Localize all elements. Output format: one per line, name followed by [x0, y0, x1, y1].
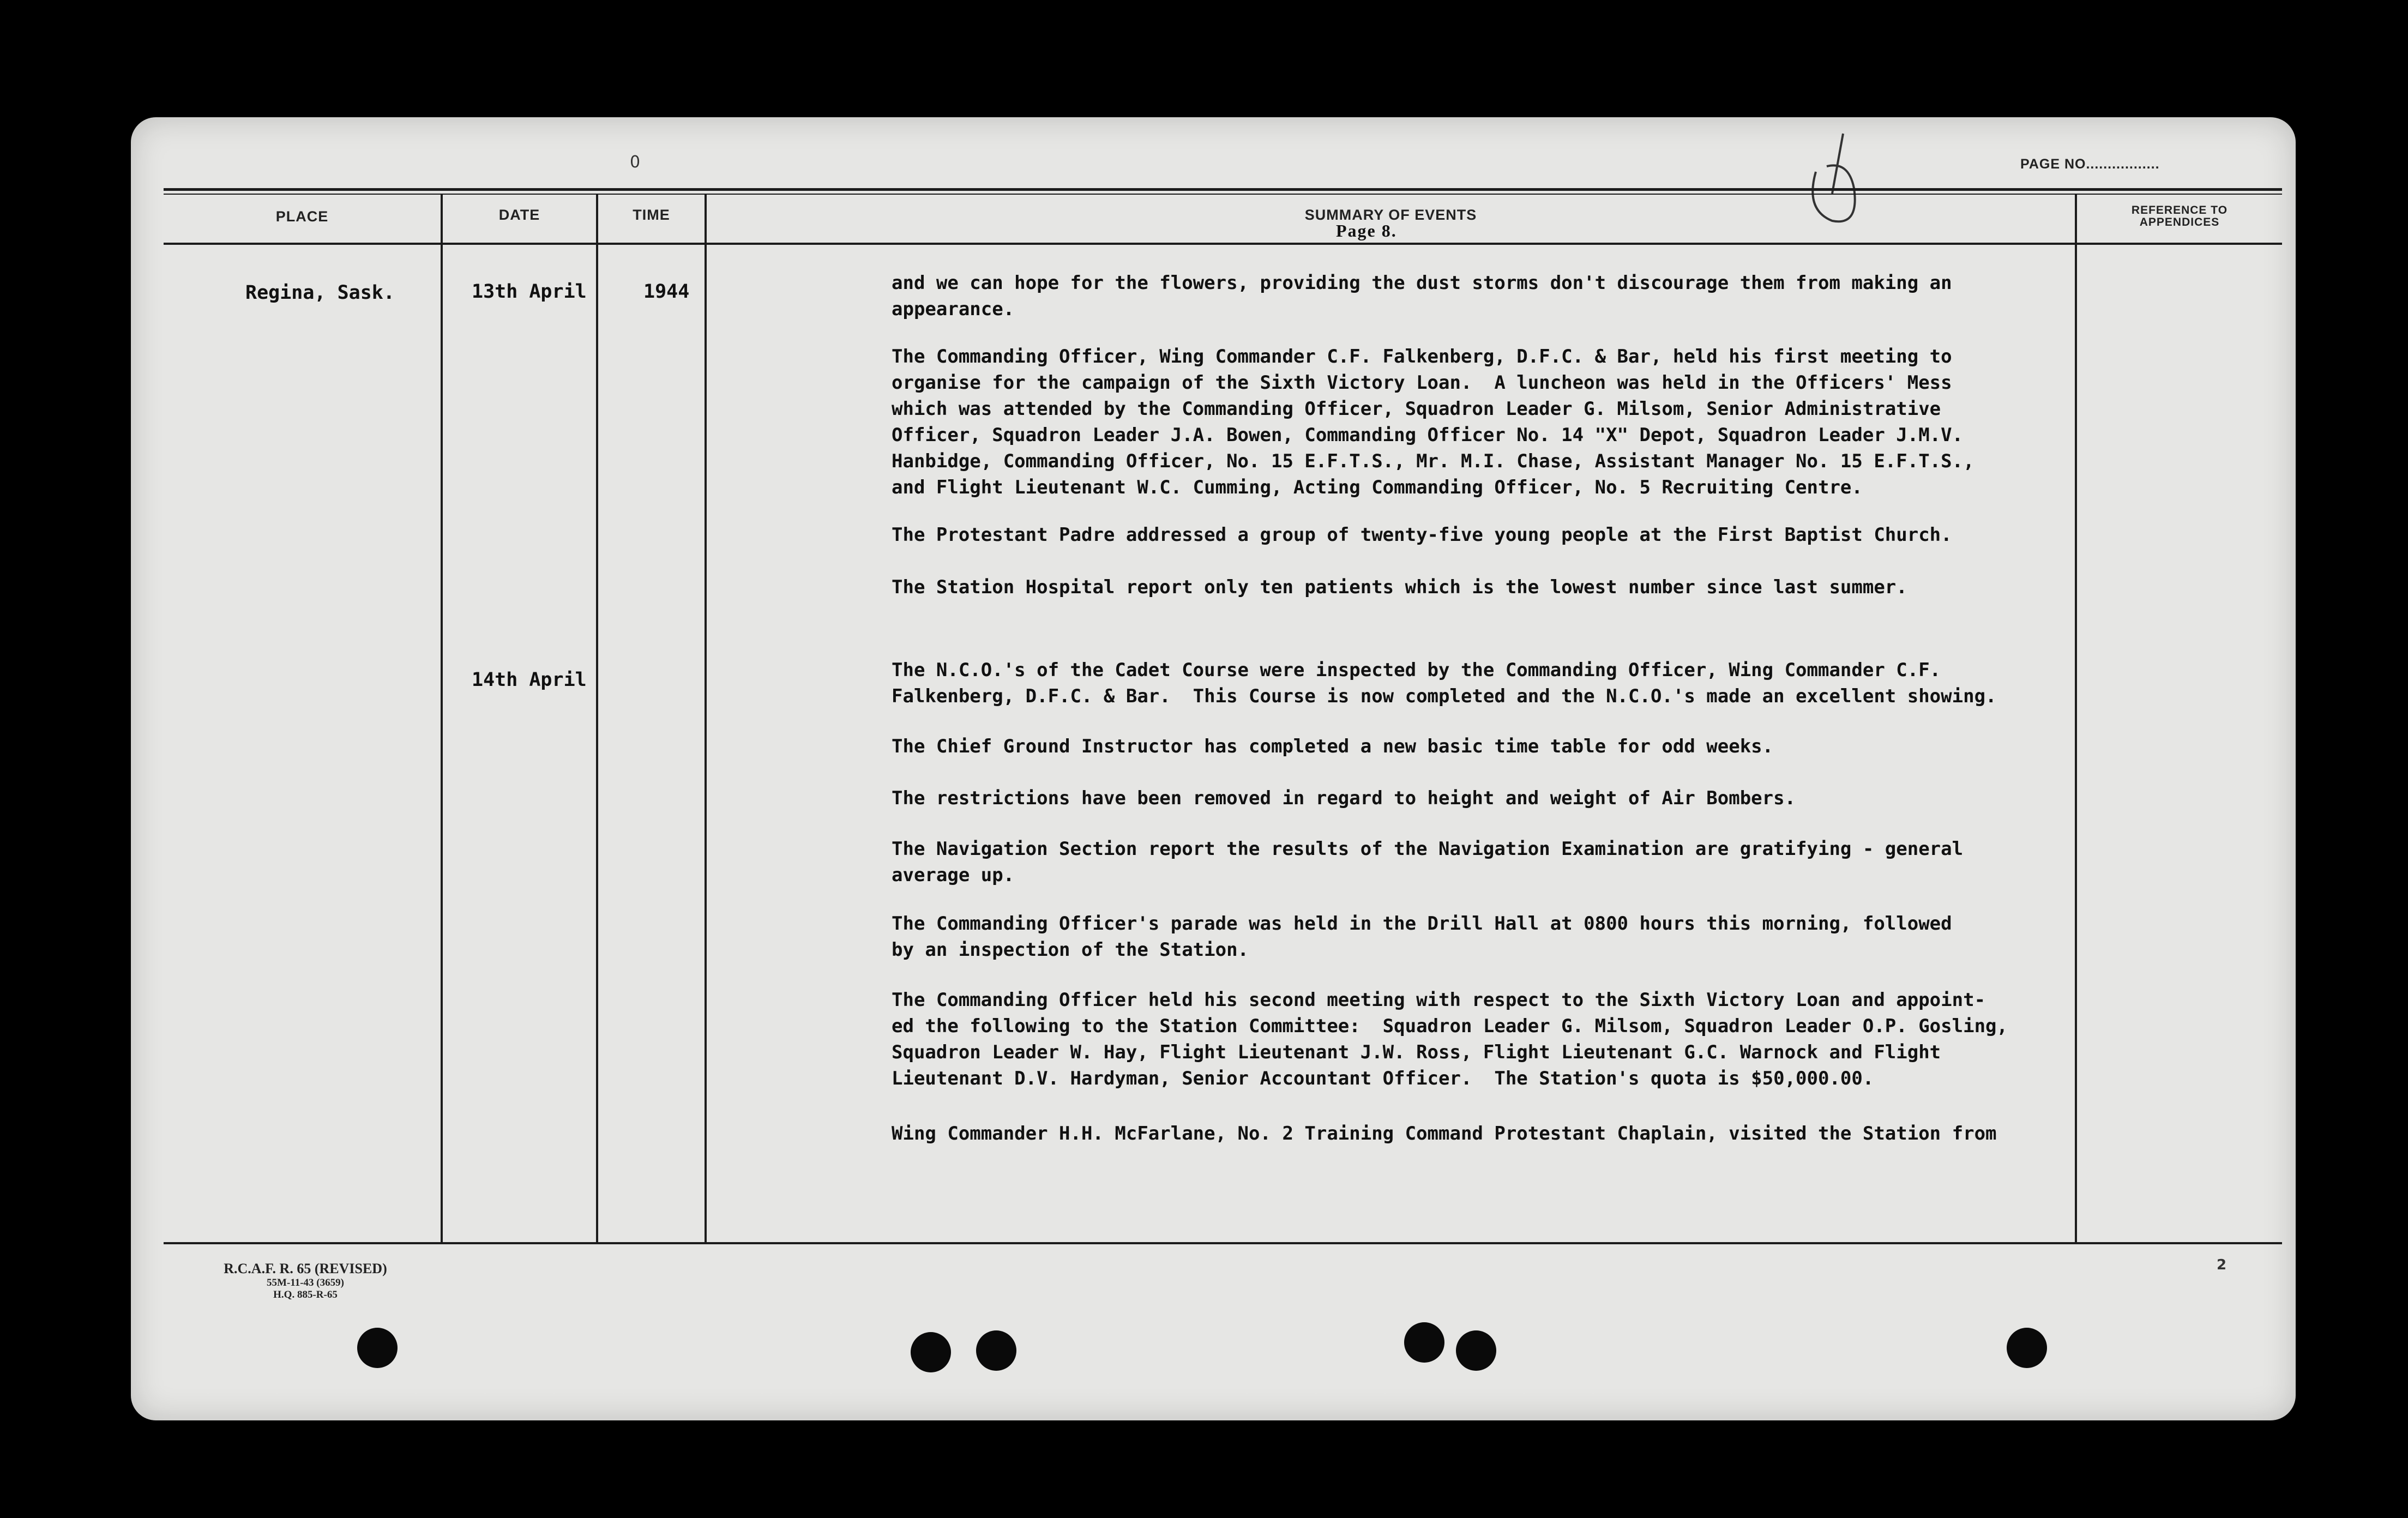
date-cell-14th: 14th April — [472, 669, 587, 691]
page-number-label: PAGE NO................. — [2020, 156, 2160, 172]
entry-11: Wing Commander H.H. McFarlane, No. 2 Training Command Protestant Chaplain, visited the Station from — [892, 1123, 1997, 1144]
header-rule — [164, 243, 2282, 245]
divider-date-time — [596, 195, 598, 1244]
top-rule — [164, 188, 2282, 191]
column-header-summary: SUMMARY OF EVENTS — [1304, 207, 1477, 223]
entry-4: The Station Hospital report only ten patients which is the lowest number since last summer. — [892, 576, 1907, 598]
corner-mark: 2 — [2217, 1257, 2227, 1273]
time-cell: 1944 — [643, 281, 690, 303]
form-identifier — [169, 1261, 442, 1301]
top-rule-thin — [164, 194, 2282, 195]
divider-time-summary — [705, 195, 707, 1244]
punch-hole — [2007, 1328, 2047, 1368]
punch-hole — [911, 1332, 951, 1372]
page-label: Page 8. — [1336, 221, 1397, 240]
entry-1: and we can hope for the flowers, providing the dust storms don't discourage them from making an appearance. — [892, 272, 1952, 320]
column-header-place: PLACE — [275, 208, 329, 225]
place-cell: Regina, Sask. — [245, 282, 395, 304]
divider-place-date — [441, 195, 443, 1244]
entry-8: The Navigation Section report the results of the Navigation Examination are gratifying - general average up. — [892, 838, 1964, 886]
punch-hole — [976, 1330, 1016, 1371]
reference-line-1: REFERENCE TO — [2131, 204, 2228, 216]
reference-line-2: APPENDICES — [2139, 216, 2220, 228]
punch-hole — [1456, 1330, 1496, 1371]
form-line-3: H.Q. 885-R-65 — [273, 1289, 338, 1300]
entry-3: The Protestant Padre addressed a group of twenty-five young people at the First Baptist Church. — [892, 524, 1952, 546]
punch-hole — [357, 1328, 398, 1368]
column-header-reference — [2077, 204, 2282, 228]
top-zero-mark: 0 — [630, 153, 641, 172]
entry-6: The Chief Ground Instructor has completed a new basic time table for odd weeks. — [892, 736, 1774, 757]
entry-7: The restrictions have been removed in regard to height and weight of Air Bombers. — [892, 787, 1796, 809]
entry-10: The Commanding Officer held his second meeting with respect to the Sixth Victory Loan and appoint- ed the following to the Station Committee: Squadron Leader G. Milsom, Squadron Leader O.P. Gosling, Squadron Leader W. Hay, Flight Lieutenant J.W. Ross, Flight Lieutenant G.C. Warnock and Flight Lieutenant D.V. Hardyman, Senior Accountant Officer. The Station's quota is $50,000.00. — [892, 989, 2008, 1089]
punch-hole — [1404, 1322, 1444, 1363]
date-cell-13th: 13th April — [472, 281, 587, 303]
entry-5: The N.C.O.'s of the Cadet Course were inspected by the Commanding Officer, Wing Commander C.F. Falkenberg, D.F.C. & Bar. This Course is now completed and the N.C.O.'s made an excellent showing. — [892, 659, 1997, 707]
form-line-1: R.C.A.F. R. 65 (REVISED) — [224, 1261, 387, 1276]
bottom-rule — [164, 1242, 2282, 1244]
form-line-2: 55M-11-43 (3659) — [267, 1277, 344, 1288]
diary-form-card — [131, 117, 2296, 1420]
entry-2: The Commanding Officer, Wing Commander C.F. Falkenberg, D.F.C. & Bar, held his first meeting to organise for the campaign of the Sixth Victory Loan. A luncheon was held in the Officers' Mess which was attended by the Commanding Officer, Squadron Leader G. Milsom, Senior Administrative Officer, Squadron Leader J.A. Bowen, Commanding Officer No. 14 "X" Depot, Squadron Leader J.M.V. Hanbidge, Commanding Officer, No. 15 E.F.T.S., Mr. M.I. Chase, Assistant Manager No. 15 E.F.T.S., and Flight Lieutenant W.C. Cumming, Acting Commanding Officer, No. 5 Recruiting Centre. — [892, 346, 1974, 498]
column-header-time: TIME — [633, 207, 670, 223]
entry-9: The Commanding Officer's parade was held in the Drill Hall at 0800 hours this morning, followed by an inspection of the Station. — [892, 913, 1952, 961]
column-header-date: DATE — [498, 207, 540, 223]
